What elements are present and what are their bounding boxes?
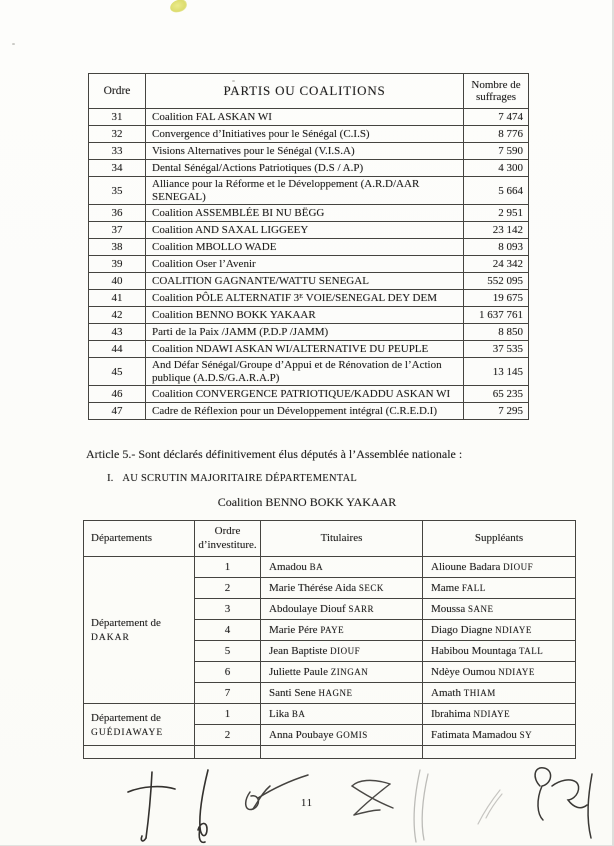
departement-line1: Département de (91, 711, 161, 724)
table-row (84, 557, 576, 578)
suppleant-prenom: Fatimata Mamadou (431, 729, 517, 741)
ordre-cell: 46 (89, 386, 146, 403)
suffrages-cell: 13 145 (464, 358, 529, 386)
titulaire-prenom: Juliette Paule (269, 666, 328, 678)
results-header-row (89, 74, 529, 109)
table-row (89, 239, 529, 256)
titulaire-nom: ZINGAN (330, 667, 369, 677)
highlighter-stain (169, 0, 188, 14)
ordre-cell: 37 (89, 222, 146, 239)
departement-line2: GUÉDIAWAYE (91, 727, 164, 738)
ordre-cell: 33 (89, 143, 146, 160)
parti-cell: Visions Alternatives pour le Sénégal (V.I.S.A) (146, 143, 464, 160)
page-number: 11 (300, 798, 314, 809)
parti-cell: And Défar Sénégal/Groupe d’Appui et de Rénovation de l’Action publique (A.D.S/G.A.R.A.P) (146, 358, 464, 386)
titulaire-nom: SECK (358, 583, 384, 593)
titulaire-nom: PAYE (320, 625, 345, 635)
suffrages-cell: 2 951 (464, 205, 529, 222)
parti-cell: Alliance pour la Réforme et le Développement (A.R.D/AAR SENEGAL) (146, 177, 464, 205)
suppleant-prenom: Moussa (431, 603, 466, 615)
header-suppleants: Suppléants (423, 521, 576, 557)
investiture-cell: 7 (195, 683, 261, 704)
parti-cell: COALITION GAGNANTE/WATTU SENEGAL (146, 273, 464, 290)
suffrages-cell: 7 474 (464, 109, 529, 126)
empty-cell (261, 746, 423, 759)
header-suffrages-line1: Nombre de (471, 78, 521, 91)
departement-line2: DAKAR (91, 633, 130, 643)
table-row (89, 109, 529, 126)
titulaire-prenom: Marie Thérése Aida (269, 582, 357, 594)
suffrages-cell: 1 637 761 (464, 307, 529, 324)
investiture-cell: 1 (195, 704, 261, 725)
investiture-cell: 2 (195, 578, 261, 599)
suppleant-nom: SY (519, 730, 533, 740)
titulaire-cell (261, 557, 423, 578)
table-row (89, 205, 529, 222)
header-ordre-investiture (195, 521, 261, 557)
suppleant-cell (423, 599, 576, 620)
suppleant-cell (423, 725, 576, 746)
suppleant-nom: THIAM (463, 688, 496, 698)
scan-speck (12, 43, 15, 45)
ordre-cell: 41 (89, 290, 146, 307)
empty-cell (195, 746, 261, 759)
suffrages-cell: 8 850 (464, 324, 529, 341)
table-row (89, 403, 529, 420)
suppleant-nom: SANE (467, 604, 494, 614)
suffrages-cell: 65 235 (464, 386, 529, 403)
titulaire-prenom: Marie Pére (269, 624, 318, 636)
ordre-cell: 47 (89, 403, 146, 420)
table-row (89, 358, 529, 386)
titulaire-nom: DIOUF (330, 646, 361, 656)
parti-cell: Coalition Oser l’Avenir (146, 256, 464, 273)
titulaire-cell (261, 599, 423, 620)
suffrages-cell: 7 590 (464, 143, 529, 160)
suppleant-cell (423, 683, 576, 704)
table-row (89, 126, 529, 143)
parti-cell: Coalition PÔLE ALTERNATIF 3ᴱ VOIE/SENEGAL DEY DEM (146, 290, 464, 307)
suffrages-cell: 5 664 (464, 177, 529, 205)
header-departements: Départements (84, 521, 195, 557)
empty-cell (84, 746, 195, 759)
ordre-cell: 39 (89, 256, 146, 273)
titulaire-nom: HAGNE (318, 688, 353, 698)
investiture-cell: 3 (195, 599, 261, 620)
suppleant-prenom: Habibou Mountaga (431, 645, 517, 657)
titulaire-nom: BA (309, 562, 324, 572)
table-row (89, 324, 529, 341)
table-row (89, 386, 529, 403)
coalition-title: Coalition BENNO BOKK YAKAAR (217, 495, 397, 509)
ordre-cell: 36 (89, 205, 146, 222)
suppleant-cell (423, 578, 576, 599)
suppleant-prenom: Amath (431, 687, 461, 699)
empty-cell (423, 746, 576, 759)
ordre-cell: 44 (89, 341, 146, 358)
table-row (89, 290, 529, 307)
table-row (89, 256, 529, 273)
suppleant-prenom: Ndèye Oumou (431, 666, 496, 678)
header-ordre-line2: d’investiture. (198, 538, 257, 551)
parti-cell: Coalition MBOLLO WADE (146, 239, 464, 256)
titulaire-nom: SARR (348, 604, 374, 614)
parti-cell: Cadre de Réflexion pour un Développement intégral (C.R.E.D.I) (146, 403, 464, 420)
suppleant-prenom: Alioune Badara (431, 561, 501, 573)
elected-table (83, 520, 576, 759)
suffrages-cell: 552 095 (464, 273, 529, 290)
suffrages-cell: 8 093 (464, 239, 529, 256)
titulaire-prenom: Santi Sene (269, 687, 316, 699)
titulaire-cell (261, 620, 423, 641)
suppleant-cell (423, 704, 576, 725)
suffrages-cell: 37 535 (464, 341, 529, 358)
investiture-cell: 5 (195, 641, 261, 662)
article-5-text: Article 5.- Sont déclarés définitivement élus députés à l’Assemblée nationale : (86, 447, 463, 461)
investiture-cell: 6 (195, 662, 261, 683)
table-row (89, 177, 529, 205)
departement-cell-guediawaye (84, 704, 195, 746)
suppleant-cell (423, 662, 576, 683)
table-row (89, 160, 529, 177)
suppleant-nom: NDIAYE (495, 625, 532, 635)
parti-cell: Coalition FAL ASKAN WI (146, 109, 464, 126)
suppleant-cell (423, 641, 576, 662)
table-row (89, 222, 529, 239)
titulaire-prenom: Anna Poubaye (269, 729, 334, 741)
ordre-cell: 32 (89, 126, 146, 143)
suppleant-nom: NDIAYE (498, 667, 535, 677)
empty-row (84, 746, 576, 759)
suppleant-prenom: Diago Diagne (431, 624, 493, 636)
table-row (89, 341, 529, 358)
ordre-cell: 42 (89, 307, 146, 324)
ordre-cell: 40 (89, 273, 146, 290)
results-table (88, 73, 529, 420)
parti-cell: Coalition NDAWI ASKAN WI/ALTERNATIVE DU PEUPLE (146, 341, 464, 358)
header-ordre-line1: Ordre (214, 525, 241, 538)
suffrages-cell: 8 776 (464, 126, 529, 143)
investiture-cell: 2 (195, 725, 261, 746)
titulaire-cell (261, 662, 423, 683)
suppleant-cell (423, 557, 576, 578)
titulaire-cell (261, 725, 423, 746)
table-row (89, 273, 529, 290)
investiture-cell: 4 (195, 620, 261, 641)
suffrages-cell: 24 342 (464, 256, 529, 273)
parti-cell: Coalition ASSEMBLÉE BI NU BËGG (146, 205, 464, 222)
suffrages-cell: 7 295 (464, 403, 529, 420)
titulaire-cell (261, 683, 423, 704)
ordre-cell: 45 (89, 358, 146, 386)
suppleant-prenom: Mame (431, 582, 460, 594)
suppleant-cell (423, 620, 576, 641)
elected-header-row (84, 521, 576, 557)
titulaire-prenom: Jean Baptiste (269, 645, 328, 657)
header-partis: PARTIS OU COALITIONS (146, 74, 464, 109)
header-suffrages-line2: suffrages (475, 91, 517, 103)
header-suffrages (464, 74, 529, 109)
titulaire-prenom: Lika (269, 708, 290, 720)
ordre-cell: 43 (89, 324, 146, 341)
ordre-cell: 38 (89, 239, 146, 256)
section-numeral: I. (107, 472, 114, 484)
suppleant-nom: TALL (518, 646, 544, 656)
section-title: AU SCRUTIN MAJORITAIRE DÉPARTEMENTAL (122, 473, 358, 484)
table-row (89, 143, 529, 160)
table-row (84, 704, 576, 725)
parti-cell: Coalition AND SAXAL LIGGEEY (146, 222, 464, 239)
ordre-cell: 34 (89, 160, 146, 177)
suppleant-nom: FALL (461, 583, 486, 593)
titulaire-cell (261, 641, 423, 662)
ordre-cell: 31 (89, 109, 146, 126)
suffrages-cell: 23 142 (464, 222, 529, 239)
ordre-cell: 35 (89, 177, 146, 205)
parti-cell: Convergence d’Initiatives pour le Sénégal (C.I.S) (146, 126, 464, 143)
departement-line1: Département de (91, 617, 161, 629)
suppleant-prenom: Ibrahima (431, 708, 471, 720)
header-titulaires: Titulaires (261, 521, 423, 557)
table-row (89, 307, 529, 324)
titulaire-prenom: Amadou (269, 561, 307, 573)
suppleant-nom: NDIAYE (473, 709, 511, 719)
parti-cell: Coalition CONVERGENCE PATRIOTIQUE/KADDU ASKAN WI (146, 386, 464, 403)
suppleant-nom: DIOUF (503, 562, 534, 572)
titulaire-cell (261, 578, 423, 599)
header-ordre: Ordre (89, 74, 146, 109)
investiture-cell: 1 (195, 557, 261, 578)
suffrages-cell: 19 675 (464, 290, 529, 307)
departement-cell-dakar (84, 557, 195, 704)
titulaire-cell (261, 704, 423, 725)
titulaire-prenom: Abdoulaye Diouf (269, 603, 346, 615)
parti-cell: Dental Sénégal/Actions Patriotiques (D.S / A.P) (146, 160, 464, 177)
parti-cell: Parti de la Paix /JAMM (P.D.P /JAMM) (146, 324, 464, 341)
suffrages-cell: 4 300 (464, 160, 529, 177)
parti-cell: Coalition BENNO BOKK YAKAAR (146, 307, 464, 324)
titulaire-nom: GOMIS (336, 730, 368, 740)
titulaire-nom: BA (291, 709, 306, 719)
section-heading (107, 472, 357, 484)
